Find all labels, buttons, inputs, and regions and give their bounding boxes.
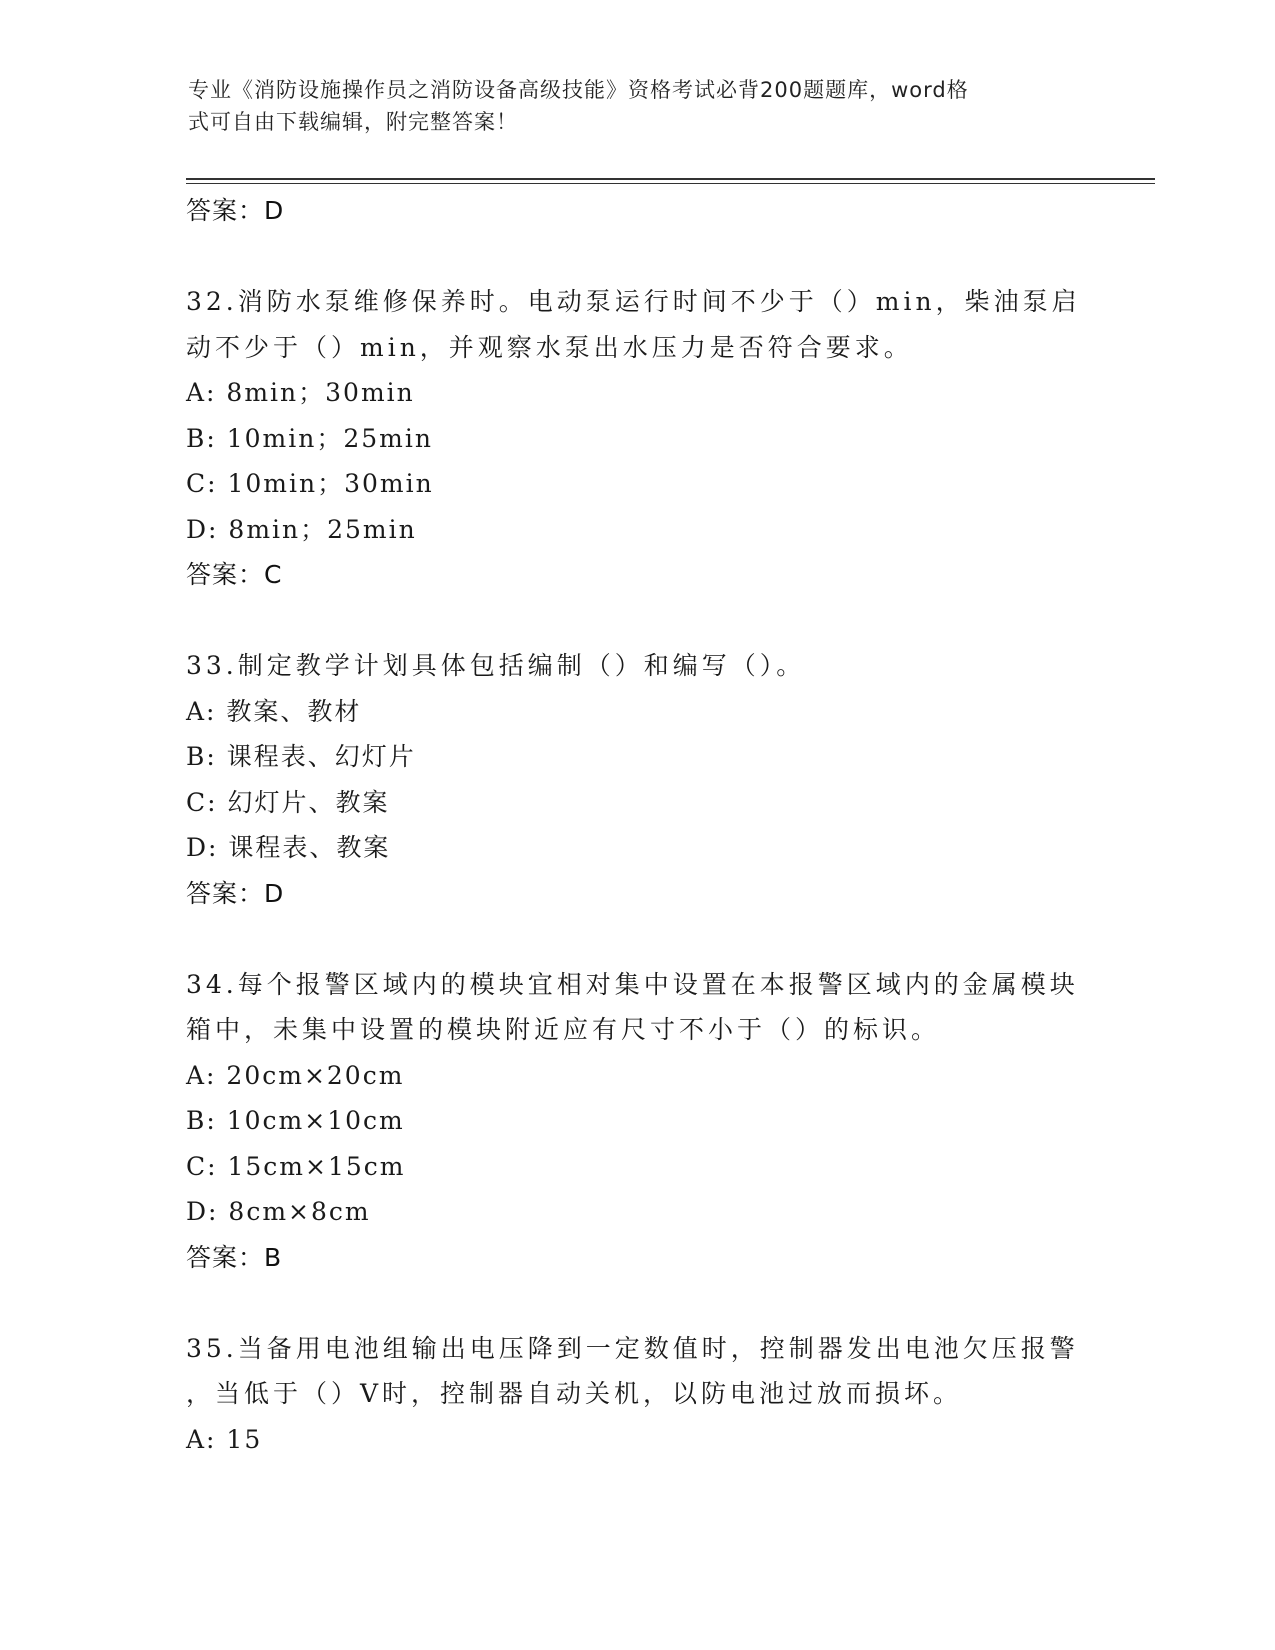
- option-b: B: 课程表、幻灯片: [186, 742, 416, 771]
- answer-line: 答案：D: [186, 878, 285, 908]
- header-line-1: 专业《消防设施操作员之消防设备高级技能》资格考试必背200题题库，word格: [188, 78, 969, 102]
- option-b: B: 10min；25min: [186, 423, 433, 453]
- option-a: A: 15: [186, 1424, 263, 1454]
- option-c: C: 10min；30min: [186, 469, 434, 498]
- question-32: [186, 279, 1086, 598]
- answer-line: 答案：B: [186, 1242, 283, 1272]
- question-text: 33.制定教学计划具体包括编制（）和编写（）。: [186, 651, 806, 680]
- option-a: A: 8min；30min: [186, 378, 415, 407]
- question-33: [186, 643, 1086, 917]
- question-text: 箱中，未集中设置的模块附近应有尺寸不小于（）的标识。: [186, 1015, 941, 1044]
- option-b: B: 10cm×10cm: [186, 1106, 405, 1135]
- question-text: ，当低于（）V时，控制器自动关机，以防电池过放而损坏。: [186, 1379, 963, 1408]
- question-35: [186, 1326, 1086, 1463]
- document-header: [188, 74, 1088, 138]
- option-c: C: 幻灯片、教案: [186, 787, 390, 817]
- option-a: A: 20cm×20cm: [186, 1060, 405, 1090]
- header-divider-thin: [186, 183, 1155, 184]
- option-d: D: 课程表、教案: [186, 833, 391, 862]
- answer-line: 答案：C: [186, 560, 283, 589]
- option-a: A: 教案、教材: [186, 696, 362, 726]
- question-34: [186, 962, 1086, 1281]
- header-line-2: 式可自由下载编辑，附完整答案！: [188, 110, 518, 134]
- header-divider-thick: [186, 178, 1155, 180]
- question-text: 34.每个报警区域内的模块宜相对集中设置在本报警区域内的金属模块: [186, 969, 1079, 999]
- option-d: D: 8cm×8cm: [186, 1197, 371, 1226]
- question-text: 32.消防水泵维修保养时。电动泵运行时间不少于（）min，柴油泵启: [186, 287, 1081, 316]
- question-text: 动不少于（）min，并观察水泵出水压力是否符合要求。: [186, 332, 913, 362]
- option-c: C: 15cm×15cm: [186, 1151, 406, 1181]
- answer-line: 答案：D: [186, 196, 285, 225]
- question-list: [186, 188, 1086, 1462]
- question-text: 35.当备用电池组输出电压降到一定数值时，控制器发出电池欠压报警: [186, 1333, 1079, 1363]
- option-d: D: 8min；25min: [186, 514, 417, 544]
